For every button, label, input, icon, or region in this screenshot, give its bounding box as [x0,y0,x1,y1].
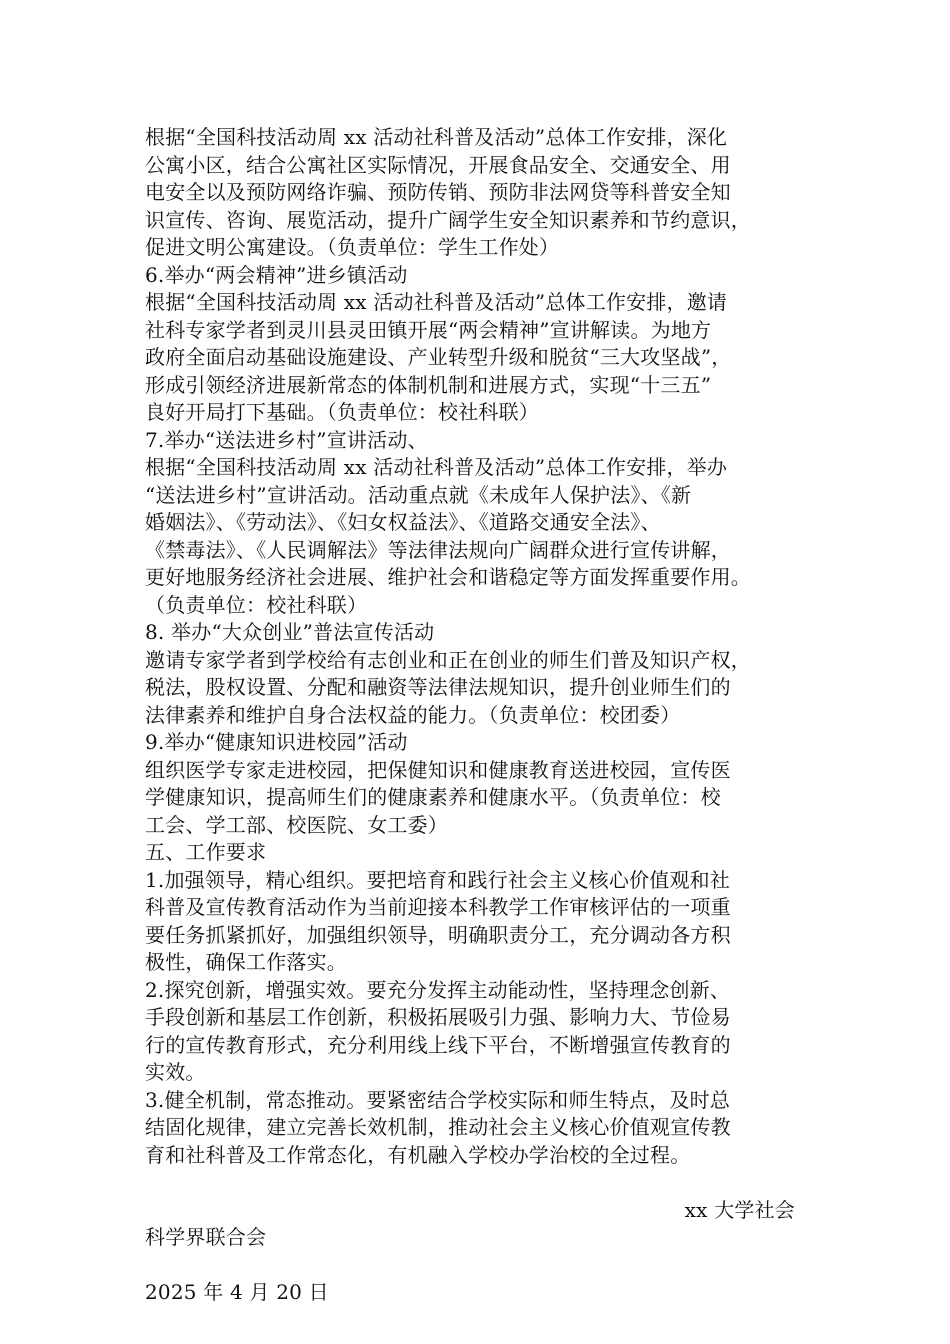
text-line: 行的宣传教育形式，充分利用线上线下平台，不断增强宣传教育的 [145,1032,731,1057]
text-line: 工会、学工部、校医院、女工委） [145,812,448,837]
text-line: 社科专家学者到灵川县灵田镇开展“两会精神”宣讲解读。为地方 [145,317,712,342]
text-line: 8. 举办“大众创业”普法宣传活动 [145,620,435,644]
text-line: 政府全面启动基础设施建设、产业转型升级和脱贫“三大攻坚战”， [145,345,732,369]
text-line: 五、工作要求 [145,840,267,864]
text-line: 婚姻法》、《劳动法》、《妇女权益法》、《道路交通安全法》、 [145,510,661,534]
text-line: 《禁毒法》、《人民调解法》等法律法规向广阔群众进行宣传讲解， [145,537,731,562]
text-line: “送法进乡村”宣讲活动。活动重点就《未成年人保护法》、《新 [145,482,692,507]
text-line: 7.举办“送法进乡村”宣讲活动、 [145,427,428,452]
text-line: 识宣传、咨询、展览活动，提升广阔学生安全知识素养和节约意识， [145,207,751,232]
text-line: 学健康知识，提高师生们的健康素养和健康水平。（负责单位：校 [145,785,721,809]
text-line: 根据“全国科技活动周 xx 活动社科普及活动”总体工作安排，举办 [145,455,728,479]
text-line: 手段创新和基层工作创新，积极拓展吸引力强、影响力大、节俭易 [145,1005,731,1029]
blank-line [145,1252,805,1280]
text-line: 组织医学专家走进校园，把保健知识和健康教育送进校园，宣传医 [145,757,731,782]
text-line: 结固化规律，建立完善长效机制，推动社会主义核心价值观宣传教 [145,1115,731,1139]
text-line: 科普及宣传教育活动作为当前迎接本科教学工作审核评估的一项重 [145,895,731,919]
document-body [145,124,805,1307]
text-line: 根据“全国科技活动周 xx 活动社科普及活动”总体工作安排，深化 [145,125,728,149]
text-line: 形成引领经济进展新常态的体制机制和进展方式，实现“十三五” [145,372,712,397]
text-line: 电安全以及预防网络诈骗、预防传销、预防非法网贷等科普安全知 [145,180,731,204]
text-line: 更好地服务经济社会进展、维护社会和谐稳定等方面发挥重要作用。 [145,565,751,589]
text-line: 根据“全国科技活动周 xx 活动社科普及活动”总体工作安排，邀请 [145,290,728,314]
signature-organization-line-1: xx 大学社会 [684,1197,795,1222]
text-line: （负责单位：校社科联） [145,592,368,617]
text-line: 育和社科普及工作常态化，有机融入学校办学治校的全过程。 [145,1142,691,1167]
text-line: 3.健全机制，常态推动。要紧密结合学校实际和师生特点，及时总 [145,1087,731,1112]
text-line: 6.举办“两会精神”进乡镇活动 [145,262,408,287]
signature-date: 2025 年 4 月 20 日 [145,1280,329,1304]
text-line: 邀请专家学者到学校给有志创业和正在创业的师生们普及知识产权， [145,647,751,672]
body-text [145,124,805,1169]
text-line: 2.探究创新，增强实效。要充分发挥主动能动性，坚持理念创新、 [145,977,731,1002]
text-line: 实效。 [145,1060,206,1084]
text-line: 税法，股权设置、分配和融资等法律法规知识，提升创业师生们的 [145,675,731,699]
text-line: 公寓小区，结合公寓社区实际情况，开展食品安全、交通安全、用 [145,152,731,177]
text-line: 促进文明公寓建设。（负责单位：学生工作处） [145,235,560,259]
text-line: 极性，确保工作落实。 [145,950,347,974]
text-line: 良好开局打下基础。（负责单位：校社科联） [145,400,539,424]
text-line: 1.加强领导，精心组织。要把培育和践行社会主义核心价值观和社 [145,867,731,892]
blank-line [145,1169,805,1197]
text-line: 法律素养和维护自身合法权益的能力。（负责单位：校团委） [145,702,681,727]
text-line: 9.举办“健康知识进校园”活动 [145,730,408,754]
signature-organization-line-2: 科学界联合会 [145,1225,267,1249]
text-line: 要任务抓紧抓好，加强组织领导，明确职责分工，充分调动各方积 [145,922,731,947]
